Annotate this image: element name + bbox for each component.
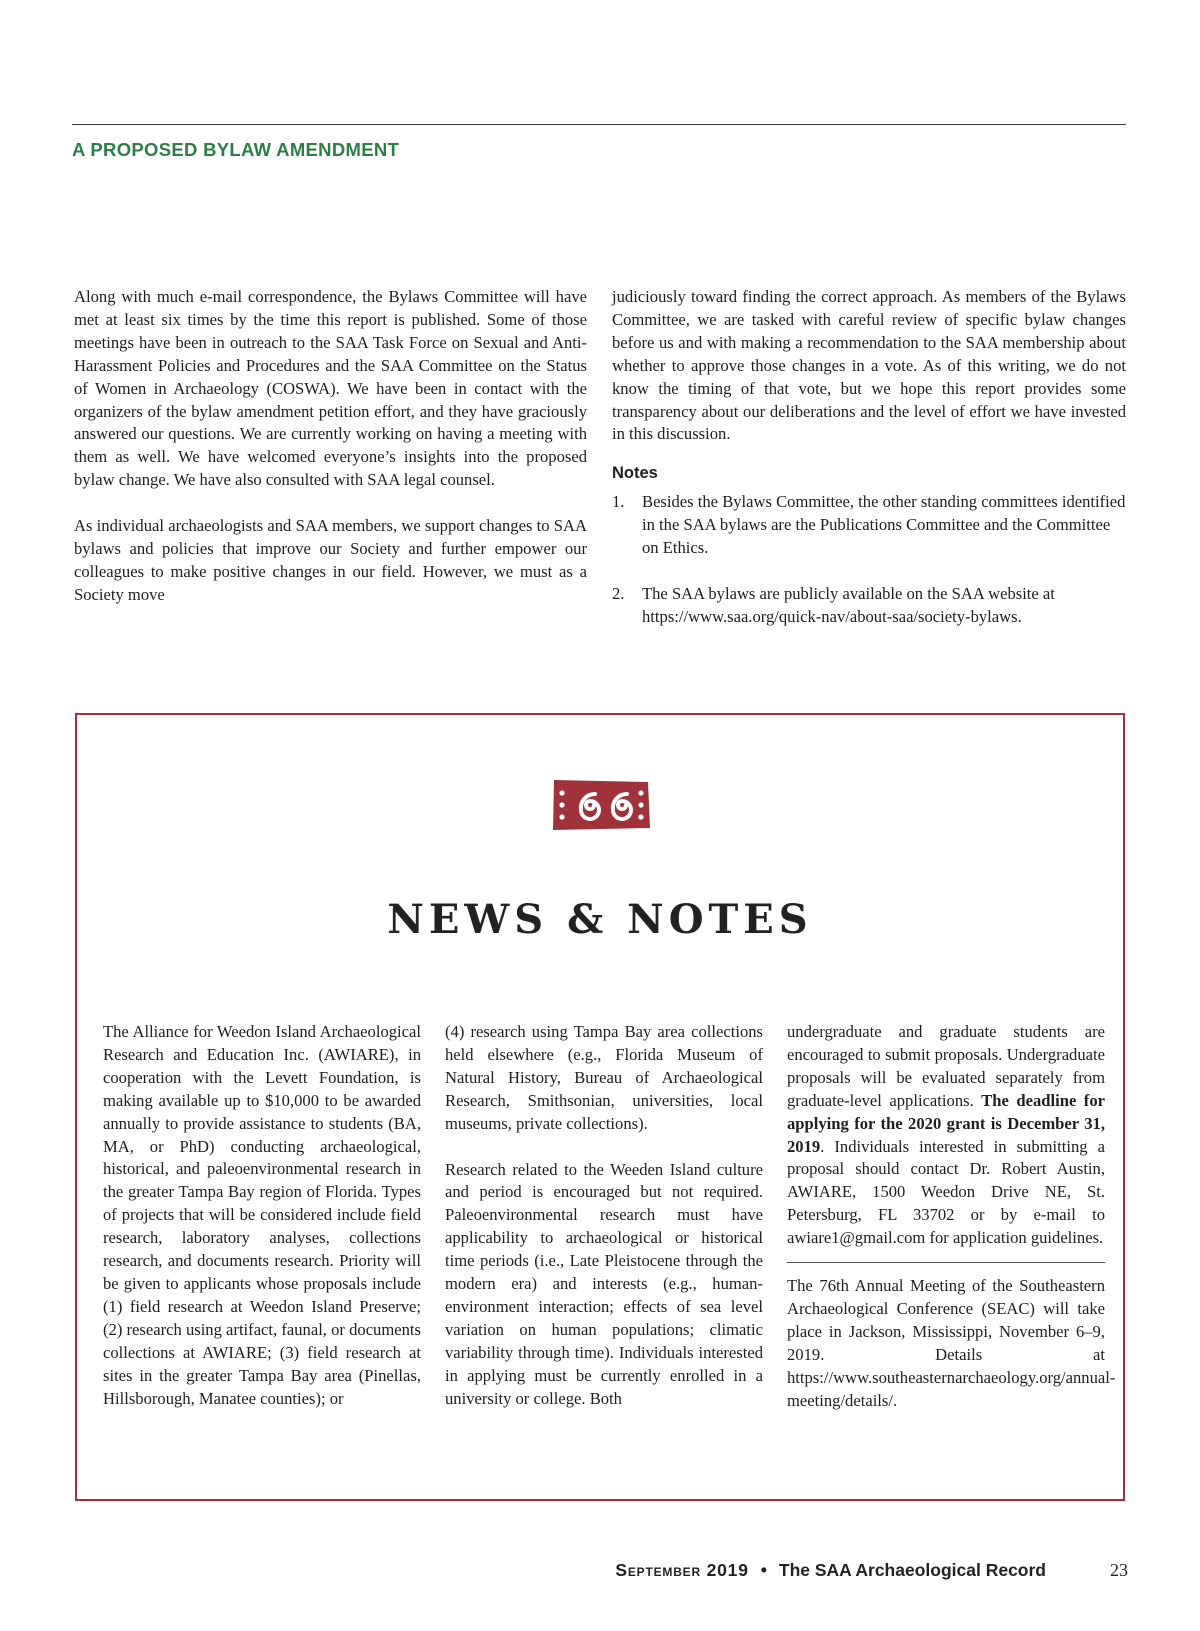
news-notes-title: NEWS & NOTES [387,896,813,943]
note-number: 2. [612,583,625,603]
spiral-logo-icon [550,778,652,832]
news-text: . Individuals interested in submitting a proposal should contact Dr. Robert Austin, AWIARE, 1500 Weedon Drive NE, St. Petersburg, FL 33702 or by e-mail to awiare1@gmail.com for application guidelines. [787,1136,1105,1248]
footer-month: September 2019 [615,1560,749,1580]
section-title: A PROPOSED BYLAW AMENDMENT [72,139,400,160]
page-number: 23 [1110,1560,1128,1580]
article-paragraph: judiciously toward finding the correct approach. As members of the Bylaws Committee, we are tasked with careful review of specific bylaw changes before us and with making a recommendation to the SAA membership about whether to approve those changes in a vote. As of this writing, we do not know the timing of that vote, but we hope this report provides some transparency about our deliberations and the level of effort we have invested in this discussion. [612,287,1126,444]
note-item [612,583,1126,629]
notes-heading: Notes [612,464,658,483]
article-paragraph: Along with much e-mail correspondence, the Bylaws Committee will have met at least six times by the time this report is published. Some of those meetings have been in outreach to the SAA Task Force on Sexual and Anti-Harassment Policies and Procedures and the SAA Committee on the Status of Women in Archaeology (COSWA). We have been in contact with the organizers of the bylaw amendment petition effort, and they have graciously answered our questions. We are currently working on having a meeting with them as well. We have welcomed everyone’s insights into the proposed bylaw change. We have also consulted with SAA legal counsel. [74,287,587,490]
article-column-2 [612,286,1126,629]
news-text: undergraduate and graduate students are encouraged to submit proposals. Undergraduate proposals will be evaluated separately from graduate-level applications. [787,1022,1105,1110]
news-paragraph: The Alliance for Weedon Island Archaeological Research and Education Inc. (AWIARE), in cooperation with the Levett Foundation, is making available up to $10,000 to be awarded annually to provide assistance to students (BA, MA, or PhD) conducting archaeological, historical, and paleoenvironmental research in the greater Tampa Bay region of Florida. Types of projects that will be considered include field research, laboratory analyses, collections research, and documents research. Priority will be given to applicants whose proposals include (1) field research at Weedon Island Preserve; (2) research using artifact, faunal, or documents collections at AWIARE; (3) field research at sites in the greater Tampa Bay area (Pinellas, Hillsborough, Manatee counties); or [103,1022,421,1408]
note-number: 1. [612,492,625,512]
note-text: Besides the Bylaws Committee, the other standing committees identified in the SAA bylaws are the Publications Committee and the Committee on Ethics. [642,492,1126,558]
article-paragraph: As individual archaeologists and SAA members, we support changes to SAA bylaws and policies that improve our Society and further empower our colleagues to make positive changes in our field. However, we must as a Society move [74,516,587,604]
news-notes-box [75,713,1125,1501]
news-paragraph: (4) research using Tampa Bay area collections held elsewhere (e.g., Florida Museum of Natural History, Bureau of Archaeological Research, Smithsonian, universities, local museums, private collections). [445,1022,763,1133]
note-text: The SAA bylaws are publicly available on the SAA website at https://www.saa.org/quick-nav/about-saa/society-bylaws. [642,583,1055,626]
top-rule [72,124,1126,125]
news-divider [787,1262,1105,1263]
news-column-2 [445,1021,763,1411]
deadline-text: The deadline for applying for the 2020 grant is December 31, 2019 [787,1090,1105,1156]
news-column-3 [787,1021,1116,1413]
news-paragraph [787,1021,1105,1250]
note-item [612,491,1126,560]
news-column-1 [103,1021,421,1410]
footer-publication: The SAA Archaeological Record [778,1560,1046,1580]
news-paragraph: The 76th Annual Meeting of the Southeastern Archaeological Conference (SEAC) will take place in Jackson, Mississippi, November 6–9, 2019. Details at https://www.southeasternarchaeology.org/annual-meeting/details/. [787,1276,1116,1410]
article-column-1 [74,286,587,607]
page-footer [615,1560,1128,1581]
news-paragraph: Research related to the Weeden Island culture and period is encouraged but not required. Paleoenvironmental research must have applicability to archaeological or historical time periods (i.e., Late Pleistocene through the modern era) and interests (e.g., human-environment interaction; effects of sea level variation on human populations; climatic variability through time). Individuals interested in applying must be currently enrolled in a university or college. Both [445,1159,763,1408]
footer-bullet: • [760,1560,767,1580]
